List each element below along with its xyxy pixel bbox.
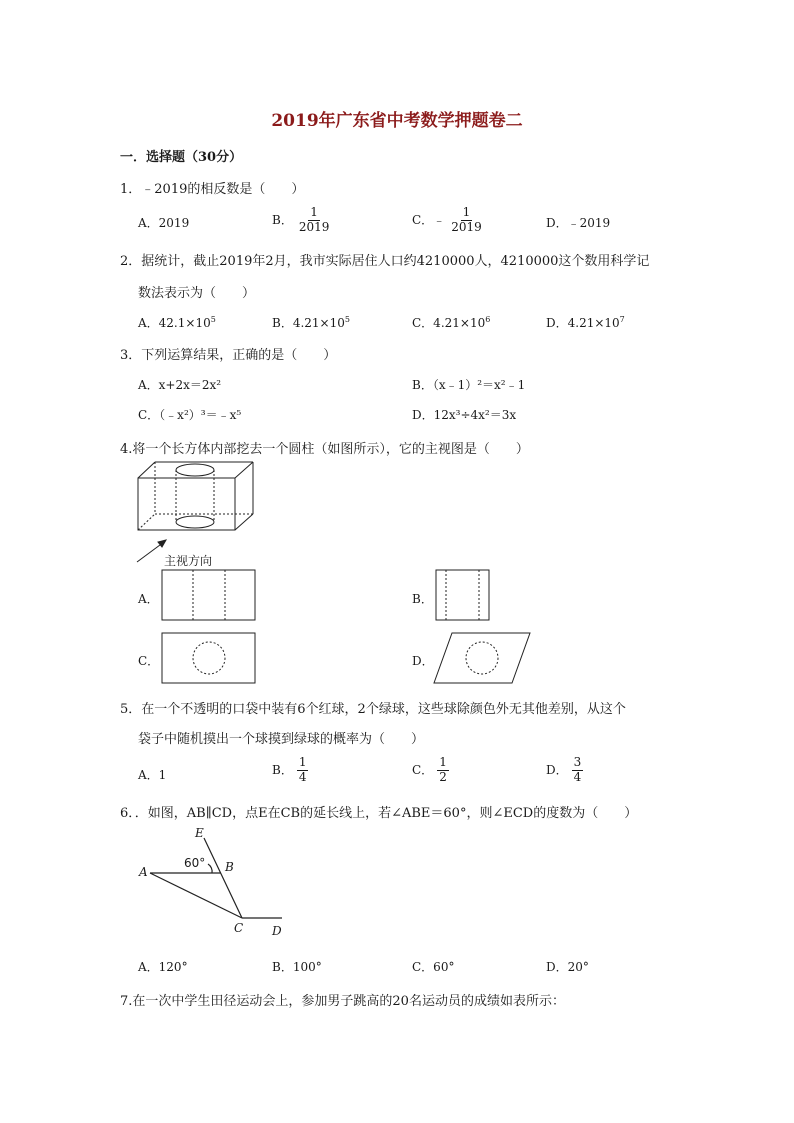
q2-option-a-exponent: 5 (210, 315, 216, 324)
q6-label-d: D (272, 924, 282, 938)
q2-stem-line2: 数法表示为（ ） (138, 286, 256, 301)
q2-option-c-exponent: 6 (485, 315, 491, 324)
q4-option-a: A． (138, 592, 159, 606)
q6-option-b: B．100° (272, 960, 322, 974)
q1-option-b-label: B． (272, 212, 293, 227)
q2-option-b-base: B．4.21×10 (272, 316, 345, 330)
q2-option-a-base: A．42.1×10 (138, 316, 211, 330)
q2-option-b-exponent: 5 (344, 315, 350, 324)
q1-option-d: D．﹣2019 (546, 216, 611, 230)
q5-stem-line2: 袋子中随机摸出一个球摸到绿球的概率为（ ） (138, 732, 425, 747)
q2-option-c-base: C．4.21×10 (412, 316, 486, 330)
q2-stem-line1: 2．据统计，截止2019年2月，我市实际居住人口约4210000人，4210000这个数用科学记 (120, 254, 650, 269)
q6-option-a: A．120° (138, 960, 188, 974)
q1-option-a: A．2019 (138, 216, 190, 230)
q6-line-ec (204, 838, 242, 918)
q5-option-d-denominator: 4 (573, 769, 582, 784)
q3-option-c: C．（﹣x²）³＝﹣x⁵ (138, 408, 242, 422)
q4-view-direction-caption: 主视方向 (164, 554, 213, 568)
q4-option-b: B． (412, 592, 433, 606)
q3-option-b: B．（x﹣1）²＝x²﹣1 (412, 378, 526, 392)
q1-stem: 1．﹣2019的相反数是（ ） (120, 182, 305, 197)
q5-option-b-label: B． (272, 762, 293, 777)
q3-option-d: D．12x³÷4x²＝3x (412, 408, 517, 422)
q5-stem-line1: 5．在一个不透明的口袋中装有6个红球，2个绿球，这些球除颜色外无其他差别，从这个 (120, 702, 626, 717)
q6-label-e: E (195, 826, 204, 840)
q5-option-d-numerator: 3 (573, 755, 582, 769)
q5-option-b-denominator: 4 (298, 769, 307, 784)
q6-label-c: C (234, 921, 244, 935)
q1-option-c-numerator: 1 (462, 205, 471, 219)
q3-option-a: A．x+2x＝2x² (138, 378, 222, 392)
q5-option-a: A．1 (138, 768, 167, 782)
document-title: 2019年广东省中考数学押题卷二 (271, 111, 523, 131)
q6-angle-arc (208, 864, 212, 873)
q5-option-c-label: C． (412, 762, 434, 777)
q5-option-c-numerator: 1 (439, 755, 447, 769)
q6-option-d: D．20° (546, 960, 589, 974)
q1-option-c-denominator: 2019 (451, 219, 482, 234)
q2-option-d-base: D．4.21×10 (546, 316, 620, 330)
q1-option-b-numerator: 1 (310, 205, 318, 219)
q5-option-d-label: D． (546, 762, 568, 777)
q1-option-c-label: C．﹣ (412, 212, 446, 227)
q6-line-ac (150, 873, 242, 918)
q4-option-d: D． (412, 654, 434, 668)
q6-label-b: B (225, 860, 234, 874)
q6-label-a: A (139, 865, 148, 879)
q5-option-c-denominator: 2 (439, 769, 447, 784)
q7-stem: 7.在一次中学生田径运动会上，参加男子跳高的20名运动员的成绩如表所示： (120, 994, 565, 1009)
q6-stem: 6．．如图，AB∥CD，点E在CB的延长线上，若∠ABE＝60°，则∠ECD的度数为（ ） (120, 806, 638, 821)
q3-stem: 3．下列运算结果，正确的是（ ） (120, 348, 337, 363)
section-heading: 一．选择题（30分） (120, 150, 243, 165)
q2-option-d-exponent: 7 (619, 315, 625, 324)
q6-label-angle: 60° (184, 856, 206, 870)
q4-stem: 4.将一个长方体内部挖去一个圆柱（如图所示），它的主视图是（ ） (120, 442, 529, 457)
q5-option-b-numerator: 1 (298, 755, 307, 769)
q4-option-c: C． (138, 654, 160, 668)
q1-option-b-denominator: 2019 (298, 219, 330, 234)
q6-option-c: C．60° (412, 960, 455, 974)
